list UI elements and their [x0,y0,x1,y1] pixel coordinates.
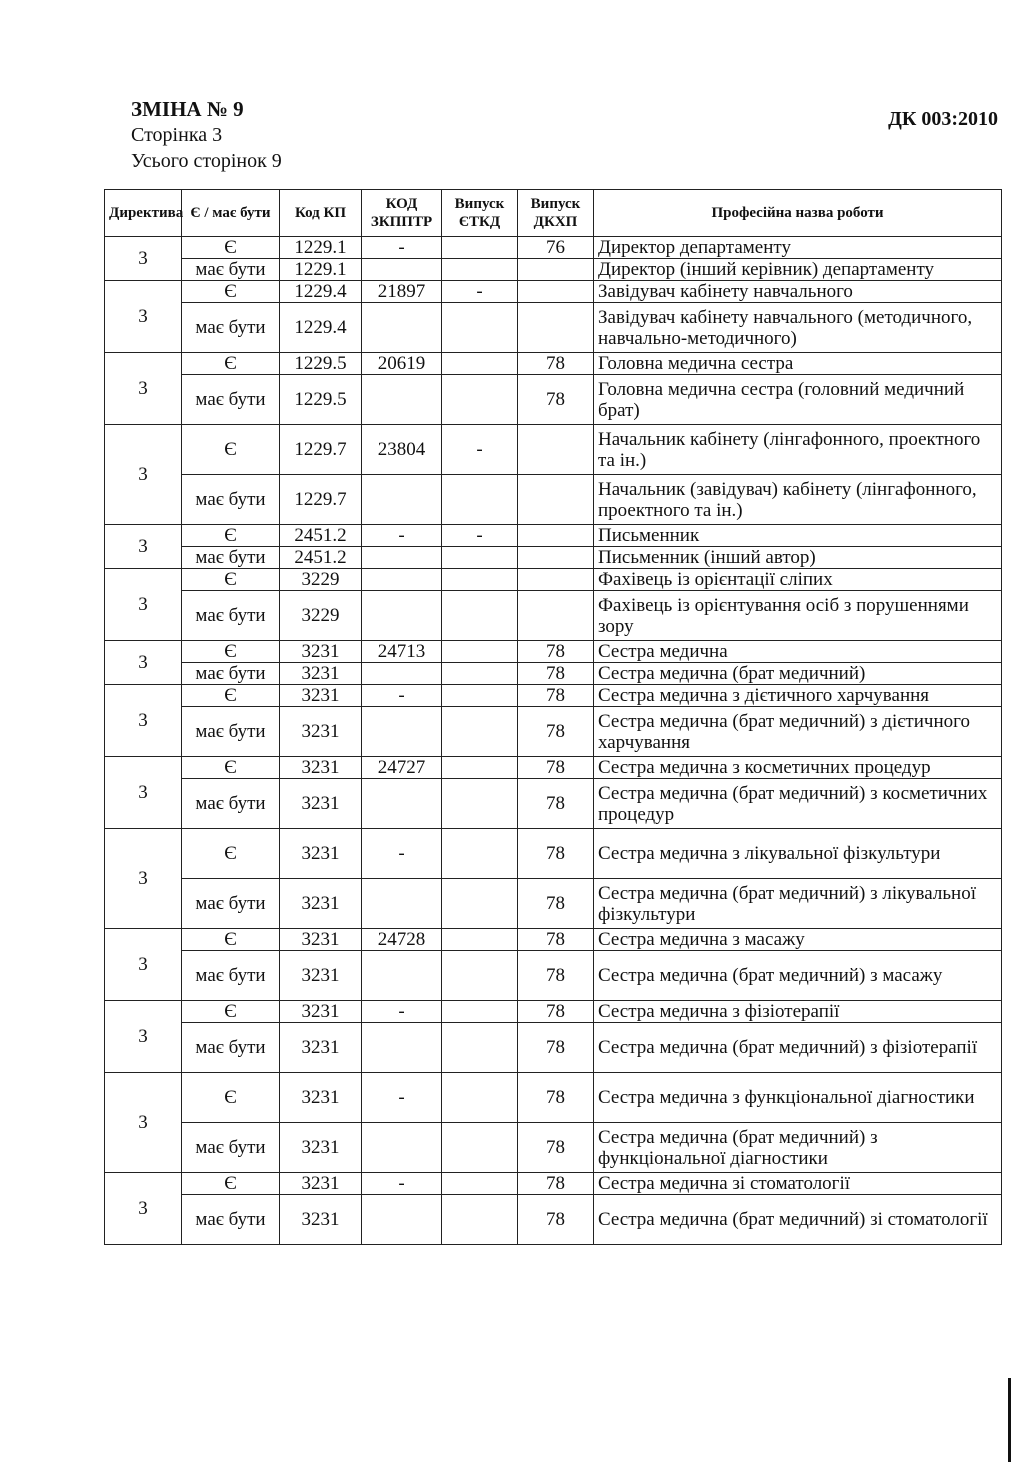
status-cell: має бути [182,1123,280,1173]
status-cell: має бути [182,303,280,353]
kp-code-cell: 3231 [280,829,362,879]
zkpptr-code-cell [362,1123,442,1173]
col-header-profession-name: Професійна назва роботи [594,190,1002,237]
pages-total: Усього сторінок 9 [131,150,282,172]
col-header-etkd-issue: Випуск ЄТКД [442,190,518,237]
zkpptr-code-cell [362,707,442,757]
dkhp-issue-cell: 78 [518,1173,594,1195]
table-header-row [105,190,1002,237]
dkhp-issue-cell [518,475,594,525]
dkhp-issue-cell: 78 [518,375,594,425]
table-row [105,1195,1002,1245]
directive-cell: 3 [105,757,182,829]
profession-name-cell: Письменник (інший автор) [594,547,1002,569]
directive-cell: 3 [105,281,182,353]
zkpptr-code-cell [362,951,442,1001]
etkd-issue-cell [442,879,518,929]
status-cell: Є [182,929,280,951]
etkd-issue-cell [442,259,518,281]
status-cell: має бути [182,879,280,929]
kp-code-cell: 3231 [280,641,362,663]
status-cell: має бути [182,591,280,641]
status-cell: має бути [182,475,280,525]
dkhp-issue-cell: 78 [518,1073,594,1123]
directive-cell: 3 [105,353,182,425]
kp-code-cell: 3231 [280,779,362,829]
col-header-kp-code: Код КП [280,190,362,237]
table-row [105,1123,1002,1173]
status-cell: має бути [182,779,280,829]
etkd-issue-cell [442,663,518,685]
dkhp-issue-cell: 78 [518,779,594,829]
table-row [105,569,1002,591]
status-cell: Є [182,1173,280,1195]
zkpptr-code-cell [362,475,442,525]
etkd-issue-cell [442,475,518,525]
dkhp-issue-cell: 78 [518,663,594,685]
directive-cell: 3 [105,569,182,641]
col-header-directive: Директива [105,190,182,237]
kp-code-cell: 3231 [280,951,362,1001]
table-row [105,951,1002,1001]
directive-cell: 3 [105,525,182,569]
zkpptr-code-cell [362,547,442,569]
etkd-issue-cell [442,1073,518,1123]
etkd-issue-cell [442,707,518,757]
zkpptr-code-cell: - [362,685,442,707]
col-header-status: Є / має бути [182,190,280,237]
table-row [105,237,1002,259]
status-cell: має бути [182,951,280,1001]
margin-mark [1008,1378,1011,1462]
table-row [105,303,1002,353]
etkd-issue-cell [442,929,518,951]
profession-name-cell: Фахівець із орієнтування осіб з порушеннями зору [594,591,1002,641]
table-row [105,1173,1002,1195]
dkhp-issue-cell [518,259,594,281]
profession-name-cell: Директор департаменту [594,237,1002,259]
kp-code-cell: 3231 [280,757,362,779]
table-row [105,259,1002,281]
dkhp-issue-cell [518,547,594,569]
etkd-issue-cell [442,829,518,879]
kp-code-cell: 2451.2 [280,525,362,547]
dkhp-issue-cell [518,525,594,547]
status-cell: Є [182,757,280,779]
status-cell: має бути [182,707,280,757]
zkpptr-code-cell [362,1195,442,1245]
etkd-issue-cell [442,591,518,641]
zkpptr-code-cell [362,303,442,353]
directive-cell: 3 [105,685,182,757]
directive-cell: 3 [105,641,182,685]
status-cell: Є [182,525,280,547]
table-row [105,1073,1002,1123]
status-cell: Є [182,641,280,663]
dkhp-issue-cell: 78 [518,1195,594,1245]
status-cell: Є [182,1073,280,1123]
profession-name-cell: Завідувач кабінету навчального (методичного, навчально-методичного) [594,303,1002,353]
dkhp-issue-cell: 78 [518,1001,594,1023]
status-cell: Є [182,1001,280,1023]
dkhp-issue-cell: 78 [518,829,594,879]
etkd-issue-cell: - [442,525,518,547]
directive-cell: 3 [105,1073,182,1173]
page-number: Сторінка 3 [131,124,223,146]
kp-code-cell: 3231 [280,1195,362,1245]
kp-code-cell: 1229.7 [280,475,362,525]
table-row [105,929,1002,951]
profession-name-cell: Сестра медична (брат медичний) з дієтичного харчування [594,707,1002,757]
zkpptr-code-cell: - [362,1073,442,1123]
profession-name-cell: Сестра медична (брат медичний) з масажу [594,951,1002,1001]
status-cell: Є [182,237,280,259]
zkpptr-code-cell [362,591,442,641]
col-header-zkpptr-code: КОД ЗКППТР [362,190,442,237]
kp-code-cell: 3231 [280,707,362,757]
table-row [105,1023,1002,1073]
etkd-issue-cell: - [442,425,518,475]
profession-name-cell: Сестра медична (брат медичний) з лікувальної фізкультури [594,879,1002,929]
table-row [105,829,1002,879]
kp-code-cell: 1229.4 [280,281,362,303]
etkd-issue-cell [442,353,518,375]
dkhp-issue-cell: 78 [518,757,594,779]
directive-cell: 3 [105,1173,182,1245]
status-cell: Є [182,425,280,475]
zkpptr-code-cell [362,375,442,425]
profession-name-cell: Головна медична сестра (головний медичний брат) [594,375,1002,425]
changes-table [104,189,1002,1245]
kp-code-cell: 2451.2 [280,547,362,569]
status-cell: Є [182,685,280,707]
profession-name-cell: Сестра медична з фізіотерапії [594,1001,1002,1023]
etkd-issue-cell [442,1123,518,1173]
etkd-issue-cell [442,1001,518,1023]
zkpptr-code-cell [362,779,442,829]
status-cell: має бути [182,663,280,685]
etkd-issue-cell [442,757,518,779]
etkd-issue-cell [442,375,518,425]
zkpptr-code-cell [362,569,442,591]
zkpptr-code-cell [362,259,442,281]
zkpptr-code-cell: 20619 [362,353,442,375]
dkhp-issue-cell [518,425,594,475]
directive-cell: 3 [105,237,182,281]
etkd-issue-cell [442,779,518,829]
directive-cell: 3 [105,425,182,525]
table-row [105,757,1002,779]
table-row [105,879,1002,929]
etkd-issue-cell [442,569,518,591]
kp-code-cell: 3231 [280,1001,362,1023]
table-row [105,353,1002,375]
document-header [131,96,282,174]
table-row [105,707,1002,757]
zkpptr-code-cell: 24727 [362,757,442,779]
kp-code-cell: 1229.1 [280,259,362,281]
kp-code-cell: 1229.5 [280,353,362,375]
kp-code-cell: 3231 [280,1173,362,1195]
kp-code-cell: 1229.4 [280,303,362,353]
table-row [105,1001,1002,1023]
kp-code-cell: 3231 [280,879,362,929]
profession-name-cell: Сестра медична з косметичних процедур [594,757,1002,779]
kp-code-cell: 3231 [280,1073,362,1123]
profession-name-cell: Фахівець із орієнтації сліпих [594,569,1002,591]
table-row [105,425,1002,475]
table-row [105,525,1002,547]
zkpptr-code-cell: - [362,1173,442,1195]
profession-name-cell: Письменник [594,525,1002,547]
zkpptr-code-cell: 21897 [362,281,442,303]
profession-name-cell: Сестра медична з масажу [594,929,1002,951]
kp-code-cell: 1229.5 [280,375,362,425]
profession-name-cell: Сестра медична з дієтичного харчування [594,685,1002,707]
dkhp-issue-cell [518,281,594,303]
dkhp-issue-cell [518,303,594,353]
profession-name-cell: Сестра медична (брат медичний) з функціональної діагностики [594,1123,1002,1173]
etkd-issue-cell [442,547,518,569]
profession-name-cell: Сестра медична (брат медичний) [594,663,1002,685]
dkhp-issue-cell: 78 [518,685,594,707]
etkd-issue-cell [442,303,518,353]
zkpptr-code-cell: 24728 [362,929,442,951]
directive-cell: 3 [105,1001,182,1073]
zkpptr-code-cell: - [362,829,442,879]
dkhp-issue-cell: 78 [518,1123,594,1173]
dkhp-issue-cell [518,569,594,591]
status-cell: Є [182,569,280,591]
dkhp-issue-cell: 78 [518,707,594,757]
zkpptr-code-cell: - [362,1001,442,1023]
kp-code-cell: 3231 [280,1123,362,1173]
zkpptr-code-cell: 24713 [362,641,442,663]
status-cell: Є [182,353,280,375]
table-row [105,641,1002,663]
directive-cell: 3 [105,829,182,929]
table-row [105,663,1002,685]
dkhp-issue-cell: 78 [518,1023,594,1073]
kp-code-cell: 3231 [280,1023,362,1073]
etkd-issue-cell [442,237,518,259]
classifier-code: ДК 003:2010 [888,108,998,130]
etkd-issue-cell [442,1173,518,1195]
profession-name-cell: Сестра медична [594,641,1002,663]
dkhp-issue-cell: 76 [518,237,594,259]
table-row [105,475,1002,525]
etkd-issue-cell [442,951,518,1001]
kp-code-cell: 1229.1 [280,237,362,259]
table-row [105,375,1002,425]
profession-name-cell: Сестра медична (брат медичний) з косметичних процедур [594,779,1002,829]
kp-code-cell: 1229.7 [280,425,362,475]
etkd-issue-cell [442,1023,518,1073]
dkhp-issue-cell: 78 [518,879,594,929]
dkhp-issue-cell: 78 [518,951,594,1001]
profession-name-cell: Сестра медична (брат медичний) зі стоматології [594,1195,1002,1245]
profession-name-cell: Сестра медична з лікувальної фізкультури [594,829,1002,879]
profession-name-cell: Начальник (завідувач) кабінету (лінгафонного, проектного та ін.) [594,475,1002,525]
directive-cell: 3 [105,929,182,1001]
profession-name-cell: Завідувач кабінету навчального [594,281,1002,303]
status-cell: має бути [182,1023,280,1073]
dkhp-issue-cell: 78 [518,353,594,375]
profession-name-cell: Сестра медична зі стоматології [594,1173,1002,1195]
profession-name-cell: Директор (інший керівник) департаменту [594,259,1002,281]
status-cell: Є [182,281,280,303]
zkpptr-code-cell [362,879,442,929]
status-cell: має бути [182,259,280,281]
kp-code-cell: 3231 [280,929,362,951]
etkd-issue-cell [442,641,518,663]
dkhp-issue-cell: 78 [518,929,594,951]
zkpptr-code-cell: - [362,237,442,259]
status-cell: має бути [182,547,280,569]
profession-name-cell: Начальник кабінету (лінгафонного, проектного та ін.) [594,425,1002,475]
etkd-issue-cell [442,1195,518,1245]
kp-code-cell: 3231 [280,685,362,707]
table-row [105,281,1002,303]
table-row [105,685,1002,707]
status-cell: має бути [182,375,280,425]
table-body [105,237,1002,1245]
profession-name-cell: Сестра медична з функціональної діагностики [594,1073,1002,1123]
kp-code-cell: 3229 [280,591,362,641]
profession-name-cell: Сестра медична (брат медичний) з фізіотерапії [594,1023,1002,1073]
dkhp-issue-cell [518,591,594,641]
profession-name-cell: Головна медична сестра [594,353,1002,375]
table-row [105,591,1002,641]
zkpptr-code-cell: 23804 [362,425,442,475]
table-row [105,547,1002,569]
zkpptr-code-cell [362,1023,442,1073]
etkd-issue-cell: - [442,281,518,303]
etkd-issue-cell [442,685,518,707]
kp-code-cell: 3229 [280,569,362,591]
zkpptr-code-cell: - [362,525,442,547]
table-row [105,779,1002,829]
change-title: ЗМІНА № 9 [131,97,244,121]
zkpptr-code-cell [362,663,442,685]
status-cell: Є [182,829,280,879]
status-cell: має бути [182,1195,280,1245]
col-header-dkhp-issue: Випуск ДКХП [518,190,594,237]
kp-code-cell: 3231 [280,663,362,685]
dkhp-issue-cell: 78 [518,641,594,663]
